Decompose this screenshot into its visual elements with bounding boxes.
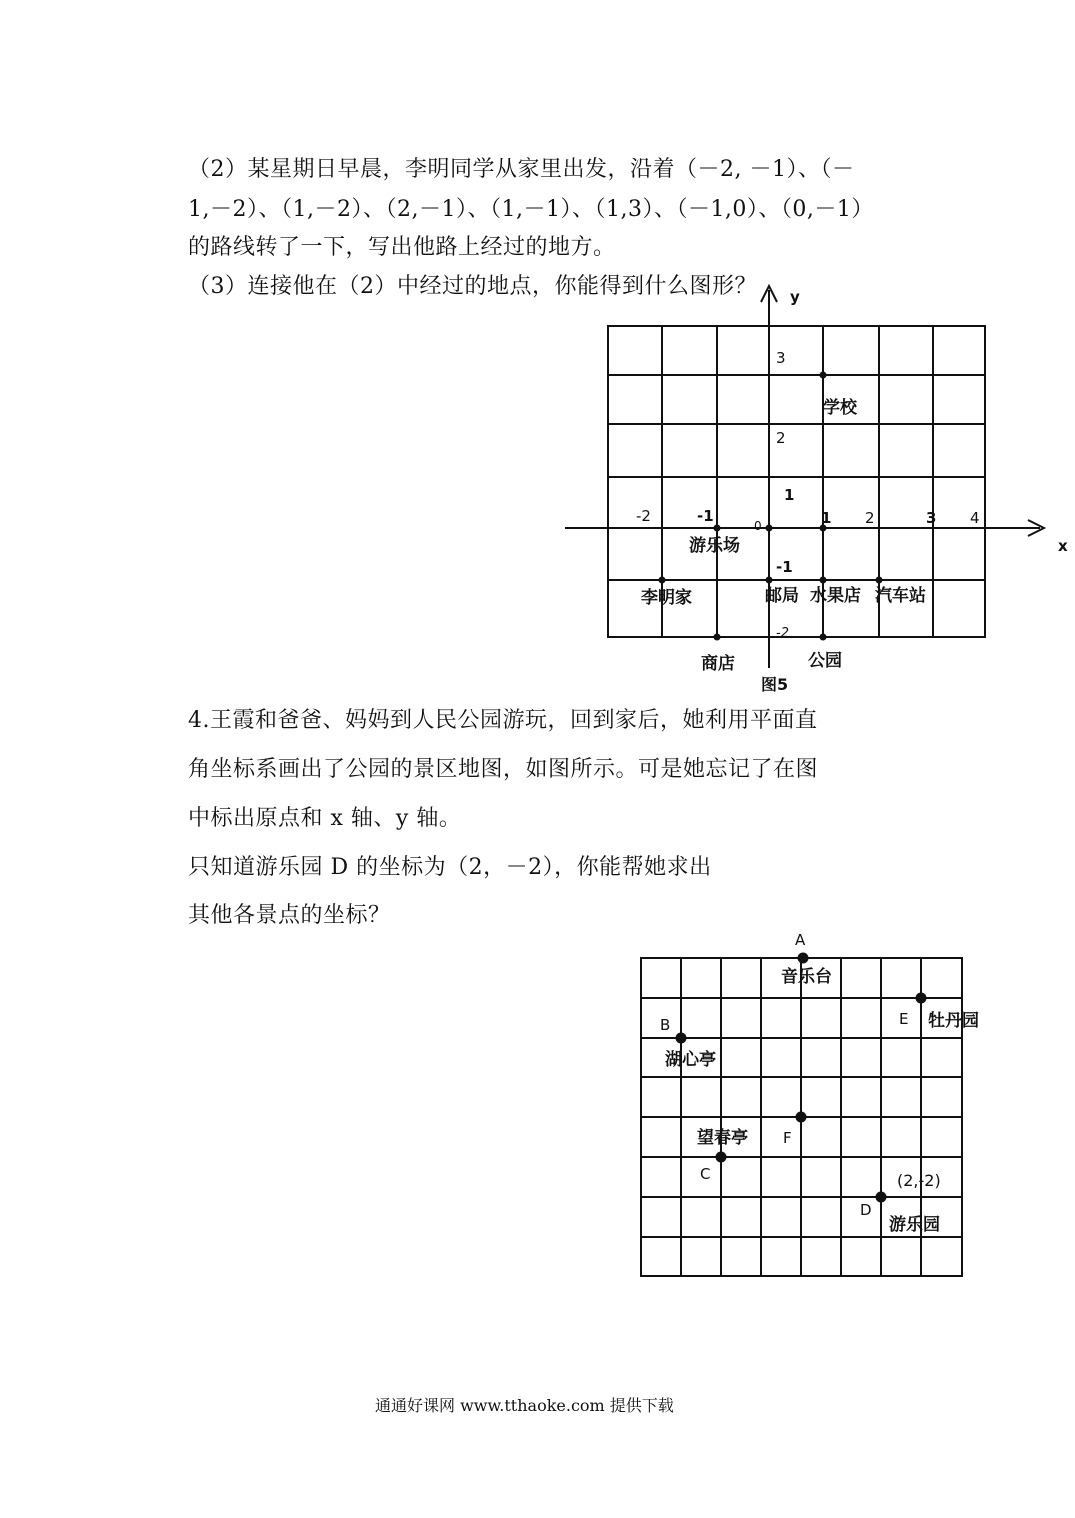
fig5-label-home: 李明家 <box>641 588 692 608</box>
fig5-tick-x--2: -2 <box>636 507 651 525</box>
q4-line-5: 其他各景点的坐标？ <box>188 903 391 928</box>
map-letter-e: E <box>899 1010 909 1028</box>
fig5-label-post: 邮局 <box>765 586 799 606</box>
map-point-e <box>916 993 927 1004</box>
fig5-point-amusement <box>714 525 721 532</box>
map-label-a: 音乐台 <box>781 967 832 987</box>
map-letter-a: A <box>795 931 806 949</box>
fig5-point-shop <box>714 634 721 641</box>
q4-line-4: 只知道游乐园 D 的坐标为（2，－2），你能帮她求出 <box>188 855 712 880</box>
fig5-tick-x-2: 2 <box>865 509 875 527</box>
map-point-d <box>876 1192 887 1203</box>
q4-line-3: 中标出原点和 x 轴、y 轴。 <box>188 806 462 831</box>
q3-line: （3）连接他在（2）中经过的地点，你能得到什么图形？ <box>188 274 757 299</box>
fig5-tick-y-3: 3 <box>776 349 786 367</box>
fig5-label-fruit: 水果店 <box>810 586 861 606</box>
map-label-e: 牡丹园 <box>928 1011 979 1031</box>
q4-line-1: 4.王霞和爸爸、妈妈到人民公园游玩，回到家后，她利用平面直 <box>188 708 818 733</box>
fig5-label-amusement: 游乐场 <box>689 536 740 556</box>
fig5-point-park <box>820 634 827 641</box>
map-letter-f: F <box>783 1129 792 1147</box>
map-letter-d: D <box>860 1201 872 1219</box>
fig5-label-shop: 商店 <box>701 654 735 674</box>
q4-line-2: 角坐标系画出了公园的景区地图，如图所示。可是她忘记了在图 <box>188 757 819 782</box>
fig5-tick-y--1: -1 <box>776 558 793 576</box>
fig5-point-home <box>659 577 666 584</box>
fig5-tick-y--2: -2 <box>776 626 789 641</box>
fig5-label-bus: 汽车站 <box>875 586 926 606</box>
map-label-c: 望春亭 <box>697 1128 748 1148</box>
q2-line-2: 1,－2）、（1,－2）、（2,－1）、（1,－1）、（1,3）、（－1,0）、（0,－1） <box>188 197 874 222</box>
map-label-d: 游乐园 <box>889 1215 940 1235</box>
fig5-tick-x-1: 1 <box>821 509 832 527</box>
map-point-f <box>796 1112 807 1123</box>
map-point-c <box>716 1152 727 1163</box>
fig5-caption: 图5 <box>761 675 789 694</box>
fig5-axis-y-label: y <box>790 288 800 306</box>
q2-line-3: 的路线转了一下，写出他路上经过的地方。 <box>188 235 616 260</box>
q2-line-1: （2）某星期日早晨，李明同学从家里出发，沿着（－2, －1）、（－ <box>188 157 855 182</box>
fig5-point-fruit <box>820 577 827 584</box>
fig5-point-school <box>820 372 827 379</box>
fig5-tick-x-4: 4 <box>970 509 980 527</box>
fig5-origin-label: 0 <box>754 519 762 533</box>
fig5-tick-y-2: 2 <box>776 429 786 447</box>
fig5-label-school: 学校 <box>823 398 857 418</box>
page-footer: 通通好课网 www.tthaoke.com 提供下载 <box>375 1396 674 1415</box>
fig5-tick-x--1: -1 <box>697 507 714 525</box>
map-label-b: 湖心亭 <box>665 1050 716 1070</box>
fig5-point-origin <box>766 525 773 532</box>
fig5-point-bus <box>876 577 883 584</box>
map-point-b <box>676 1033 687 1044</box>
fig5-tick-x-3: 3 <box>926 509 937 527</box>
map-d-coord: (2,-2) <box>897 1171 941 1190</box>
map-letter-c: C <box>700 1165 711 1183</box>
fig5-label-park: 公园 <box>808 651 842 671</box>
fig5-point-post <box>766 577 773 584</box>
fig5-axis-x-label: x <box>1058 537 1068 555</box>
map-letter-b: B <box>660 1016 671 1034</box>
fig5-tick-y-1: 1 <box>784 486 795 504</box>
map-point-a <box>798 953 809 964</box>
